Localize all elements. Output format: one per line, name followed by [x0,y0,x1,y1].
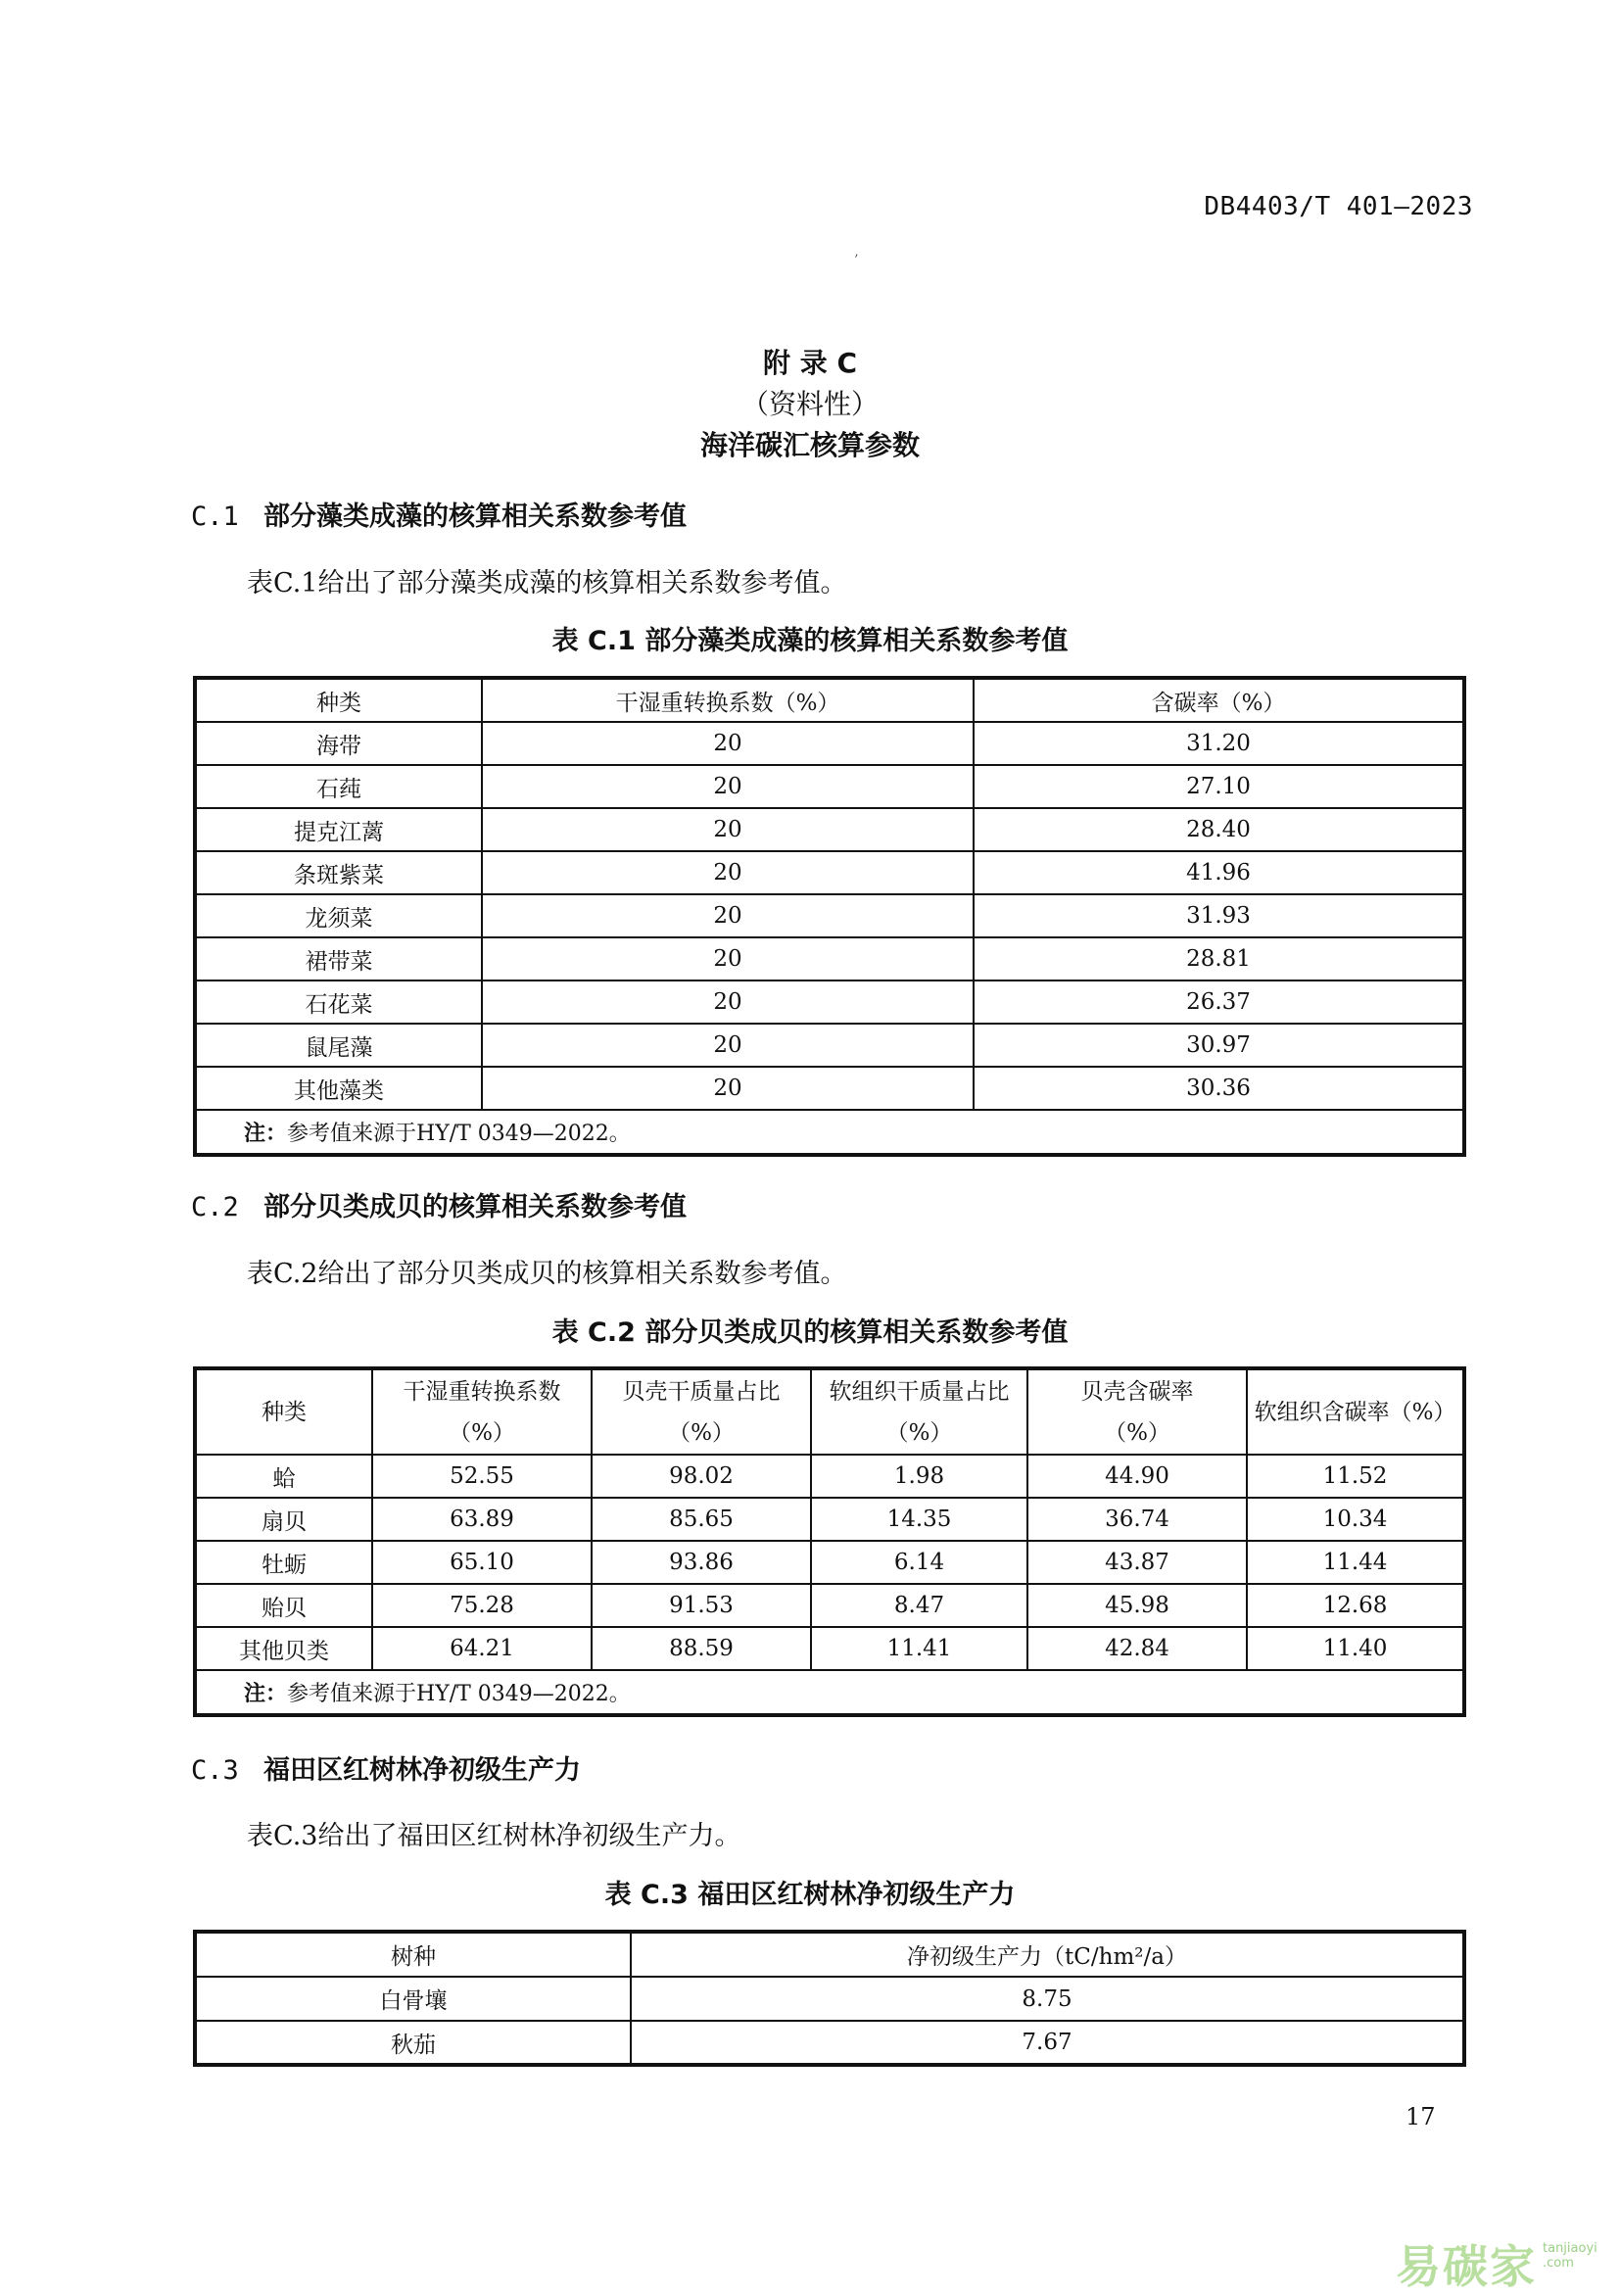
value-cell: 6.14 [811,1541,1027,1584]
note-text: 参考值来源于HY/T 0349—2022。 [287,1122,631,1146]
header-cell [592,1368,811,1455]
species-cell: 海带 [195,722,482,765]
watermark-url [1543,2241,1597,2271]
value-cell: 85.65 [592,1498,811,1541]
value-cell: 20 [482,894,974,937]
section-heading-c3 [191,1748,581,1787]
value-cell: 14.35 [811,1498,1027,1541]
value-cell: 28.81 [974,937,1464,981]
header-cell [372,1368,592,1455]
value-cell: 8.75 [631,1977,1464,2021]
header-cell: 树种 [195,1932,631,1977]
header-cell [811,1368,1027,1455]
table-header-row [195,1368,1464,1455]
scan-mark: ’ [854,253,859,268]
note-text: 参考值来源于HY/T 0349—2022。 [287,1682,631,1706]
value-cell: 88.59 [592,1627,811,1670]
appendix-label: 附 录 C [762,347,858,379]
table-note [195,1110,1464,1155]
value-cell: 36.74 [1027,1498,1247,1541]
header-cell: 种类 [195,678,482,722]
header-cell: 软组织含碳率（%） [1247,1368,1464,1455]
appendix-title: 海洋碳汇核算参数 [699,429,920,461]
header-line: 贝壳含碳率 [1080,1378,1194,1405]
header-cell: 含碳率（%） [974,678,1464,722]
species-cell: 牡蛎 [195,1541,372,1584]
value-cell: 26.37 [974,981,1464,1024]
header-cell [1027,1368,1247,1455]
appendix-nature: （资料性） [740,388,879,420]
value-cell: 30.97 [974,1024,1464,1067]
species-cell: 贻贝 [195,1584,372,1627]
value-cell: 20 [482,937,974,981]
header-unit: （%） [885,1419,953,1446]
species-cell: 提克江蓠 [195,808,482,851]
table-row [195,894,1464,937]
value-cell: 41.96 [974,851,1464,894]
section-intro-c3: 表C.3给出了福田区红树林净初级生产力。 [247,1821,741,1851]
note-label: 注： [244,1122,288,1146]
table-c3 [193,1930,1466,2067]
value-cell: 30.36 [974,1067,1464,1110]
header-unit: （%） [449,1419,515,1446]
species-cell: 石花菜 [195,981,482,1024]
value-cell: 12.68 [1247,1584,1464,1627]
header-cell: 净初级生产力（tC/hm²/a） [631,1932,1464,1977]
value-cell: 91.53 [592,1584,811,1627]
value-cell: 52.55 [372,1455,592,1498]
watermark-url-line: .com [1543,2256,1574,2271]
section-title: 部分藻类成藻的核算相关系数参考值 [263,502,687,532]
species-cell: 龙须菜 [195,894,482,937]
table-note-row [195,1670,1464,1715]
value-cell: 65.10 [372,1541,592,1584]
value-cell: 45.98 [1027,1584,1247,1627]
value-cell: 20 [482,851,974,894]
header-unit: （%） [1104,1419,1170,1446]
species-cell: 扇贝 [195,1498,372,1541]
value-cell: 8.47 [811,1584,1027,1627]
table-row [195,1977,1464,2021]
value-cell: 75.28 [372,1584,592,1627]
value-cell: 28.40 [974,808,1464,851]
watermark-logo: 易碳家 [1396,2240,1537,2293]
section-title: 部分贝类成贝的核算相关系数参考值 [263,1192,687,1222]
header-unit: （%） [668,1419,735,1446]
page-number: 17 [1406,2103,1436,2130]
species-cell: 蛤 [195,1455,372,1498]
species-cell: 秋茄 [195,2021,631,2065]
value-cell: 10.34 [1247,1498,1464,1541]
table-header-row [195,678,1464,722]
section-intro-c2: 表C.2给出了部分贝类成贝的核算相关系数参考值。 [247,1259,847,1289]
section-title: 福田区红树林净初级生产力 [263,1755,581,1786]
species-cell: 条斑紫菜 [195,851,482,894]
table-row [195,1024,1464,1067]
value-cell: 63.89 [372,1498,592,1541]
header-line: 软组织干质量占比 [829,1378,1010,1405]
value-cell: 98.02 [592,1455,811,1498]
table-row [195,1498,1464,1541]
section-number: C.3 [191,1755,239,1786]
table-row [195,1627,1464,1670]
species-cell: 其他贝类 [195,1627,372,1670]
value-cell: 31.20 [974,722,1464,765]
table-row [195,1541,1464,1584]
value-cell: 42.84 [1027,1627,1247,1670]
table-row [195,2021,1464,2065]
appendix-heading [0,343,1620,466]
table-note-row [195,1110,1464,1155]
species-cell: 裙带菜 [195,937,482,981]
value-cell: 11.41 [811,1627,1027,1670]
table-caption-c1: 表 C.1 部分藻类成藻的核算相关系数参考值 [551,626,1069,656]
section-number: C.1 [191,502,239,532]
value-cell: 93.86 [592,1541,811,1584]
value-cell: 64.21 [372,1627,592,1670]
value-cell: 20 [482,981,974,1024]
header-line: 干湿重转换系数 [403,1378,561,1405]
note-label: 注： [244,1682,288,1706]
table-c2 [193,1366,1466,1717]
section-heading-c1 [191,495,687,533]
species-cell: 石莼 [195,765,482,808]
table-row [195,1584,1464,1627]
section-intro-c1: 表C.1给出了部分藻类成藻的核算相关系数参考值。 [247,568,847,598]
table-row [195,722,1464,765]
table-row [195,765,1464,808]
table-row [195,851,1464,894]
value-cell: 43.87 [1027,1541,1247,1584]
header-line: 贝壳干质量占比 [622,1378,781,1405]
section-number: C.2 [191,1192,239,1222]
species-cell: 白骨壤 [195,1977,631,2021]
value-cell: 44.90 [1027,1455,1247,1498]
value-cell: 11.44 [1247,1541,1464,1584]
species-cell: 鼠尾藻 [195,1024,482,1067]
value-cell: 7.67 [631,2021,1464,2065]
header-cell: 种类 [195,1368,372,1455]
value-cell: 27.10 [974,765,1464,808]
table-row [195,808,1464,851]
value-cell: 20 [482,808,974,851]
table-c1 [193,676,1466,1157]
value-cell: 20 [482,1024,974,1067]
watermark-url-line: tanjiaoyi [1543,2241,1597,2256]
value-cell: 20 [482,1067,974,1110]
table-row [195,1455,1464,1498]
table-note [195,1670,1464,1715]
value-cell: 20 [482,722,974,765]
table-caption-c3: 表 C.3 福田区红树林净初级生产力 [604,1880,1016,1910]
header-cell: 干湿重转换系数（%） [482,678,974,722]
document-code: DB4403/T 401—2023 [1204,192,1473,221]
table-row [195,1067,1464,1110]
species-cell: 其他藻类 [195,1067,482,1110]
value-cell: 31.93 [974,894,1464,937]
value-cell: 1.98 [811,1455,1027,1498]
value-cell: 20 [482,765,974,808]
value-cell: 11.52 [1247,1455,1464,1498]
table-row [195,981,1464,1024]
section-heading-c2 [191,1185,687,1223]
table-header-row [195,1932,1464,1977]
value-cell: 11.40 [1247,1627,1464,1670]
table-row [195,937,1464,981]
table-caption-c2: 表 C.2 部分贝类成贝的核算相关系数参考值 [551,1317,1069,1348]
